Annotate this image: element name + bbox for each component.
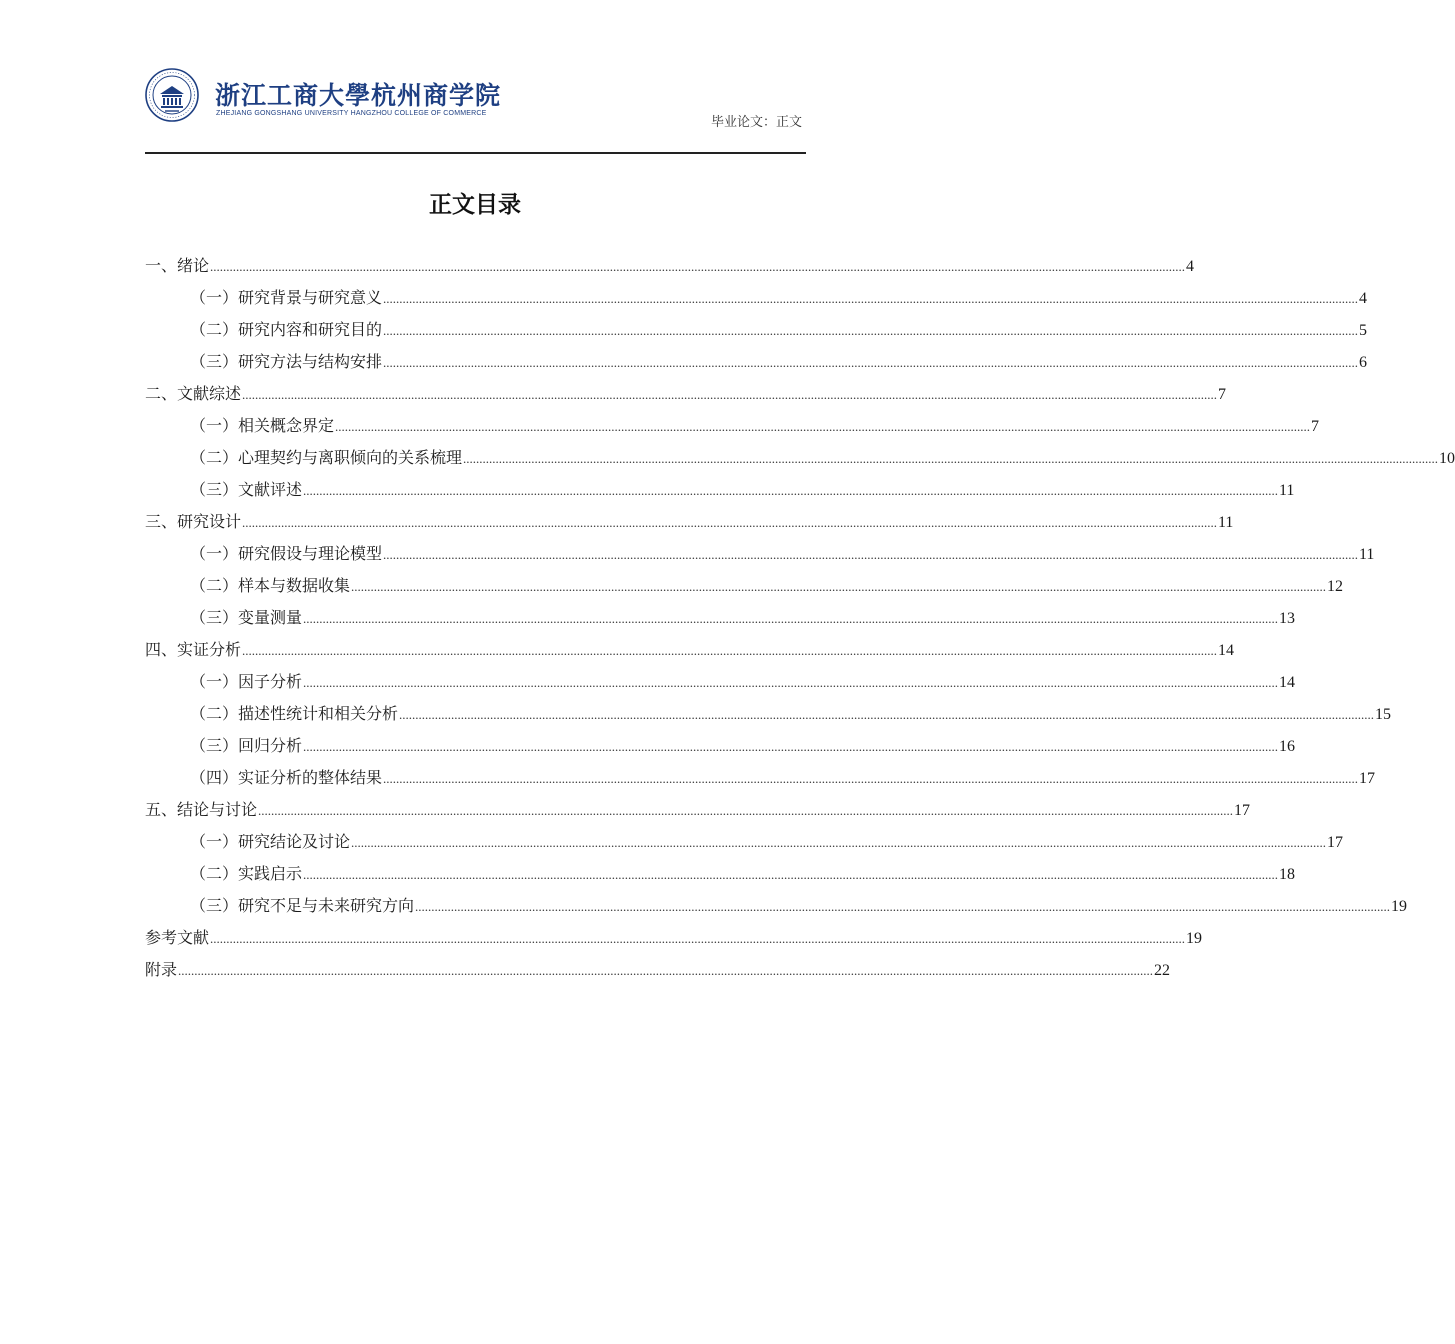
toc-entry-2-3[interactable] bbox=[145, 474, 1295, 506]
toc-entry-page: 19 bbox=[1186, 930, 1203, 947]
toc-entry-label: 参考文献 bbox=[145, 928, 210, 947]
toc-entry-page: 7 bbox=[1311, 418, 1320, 435]
toc-entry-label: （一）相关概念界定 bbox=[190, 416, 335, 435]
dot-leader: ............................................................................................................................................................................................................................................................................................................ bbox=[383, 355, 1359, 370]
dot-leader: ............................................................................................................................................................................................................................................................................................................ bbox=[303, 483, 1279, 498]
toc-entry-label: （二）研究内容和研究目的 bbox=[190, 320, 383, 339]
toc-entry-page: 6 bbox=[1359, 354, 1368, 371]
toc-entry-4-2[interactable] bbox=[145, 698, 1392, 730]
toc-title: 正文目录 bbox=[429, 192, 521, 218]
dot-leader: ............................................................................................................................................................................................................................................................................................................ bbox=[383, 547, 1359, 562]
dot-leader: ............................................................................................................................................................................................................................................................................................................ bbox=[258, 803, 1234, 818]
toc-entry-label: （二）心理契约与离职倾向的关系梳理 bbox=[190, 448, 463, 467]
toc-entry-label: （一）研究假设与理论模型 bbox=[190, 544, 383, 563]
toc-entry-4-1[interactable] bbox=[145, 666, 1296, 698]
dot-leader: ............................................................................................................................................................................................................................................................................................................ bbox=[242, 387, 1218, 402]
dot-leader: ............................................................................................................................................................................................................................................................................................................ bbox=[463, 451, 1439, 466]
toc-entry-page: 11 bbox=[1218, 514, 1234, 531]
toc-entry-label: 三、研究设计 bbox=[145, 512, 242, 531]
toc-entry-label: （二）样本与数据收集 bbox=[190, 576, 351, 595]
toc-entry-2[interactable] bbox=[145, 378, 1227, 410]
school-name-cn: 浙江工商大學杭州商学院 bbox=[215, 81, 502, 110]
toc-entry-1[interactable] bbox=[145, 250, 1195, 282]
toc-entry-page: 15 bbox=[1375, 706, 1392, 723]
toc-entry-page: 11 bbox=[1279, 482, 1295, 499]
toc-entry-label: 一、绪论 bbox=[145, 256, 210, 275]
toc-entry-5[interactable] bbox=[145, 794, 1251, 826]
toc-entry-5-3[interactable] bbox=[145, 890, 1408, 922]
dot-leader: ............................................................................................................................................................................................................................................................................................................ bbox=[383, 771, 1359, 786]
toc-entry-page: 14 bbox=[1218, 642, 1235, 659]
dot-leader: ............................................................................................................................................................................................................................................................................................................ bbox=[335, 419, 1311, 434]
dot-leader: ............................................................................................................................................................................................................................................................................................................ bbox=[351, 835, 1327, 850]
school-name-en: ZHEJIANG GONGSHANG UNIVERSITY HANGZHOU COLLEGE OF COMMERCE bbox=[216, 110, 487, 117]
dot-leader: ............................................................................................................................................................................................................................................................................................................ bbox=[210, 931, 1186, 946]
toc-entry-page: 4 bbox=[1359, 290, 1368, 307]
toc-entry-1-1[interactable] bbox=[145, 282, 1368, 314]
toc-entry-1-2[interactable] bbox=[145, 314, 1368, 346]
toc-entry-page: 22 bbox=[1154, 962, 1171, 979]
toc-entry-label: （一）研究背景与研究意义 bbox=[190, 288, 383, 307]
dot-leader: ............................................................................................................................................................................................................................................................................................................ bbox=[415, 899, 1391, 914]
toc-entry-page: 7 bbox=[1218, 386, 1227, 403]
toc-entry-2-2[interactable] bbox=[145, 442, 1455, 474]
toc-entry-1-3[interactable] bbox=[145, 346, 1368, 378]
toc-entry-references[interactable] bbox=[145, 922, 1203, 954]
toc-entry-label: 五、结论与讨论 bbox=[145, 800, 258, 819]
dot-leader: ............................................................................................................................................................................................................................................................................................................ bbox=[210, 259, 1186, 274]
toc-entry-label: 二、文献综述 bbox=[145, 384, 242, 403]
dot-leader: ............................................................................................................................................................................................................................................................................................................ bbox=[351, 579, 1327, 594]
dot-leader: ............................................................................................................................................................................................................................................................................................................ bbox=[303, 867, 1279, 882]
toc-entry-page: 12 bbox=[1327, 578, 1344, 595]
toc-entry-4[interactable] bbox=[145, 634, 1235, 666]
dot-leader: ............................................................................................................................................................................................................................................................................................................ bbox=[242, 643, 1218, 658]
toc-entry-page: 14 bbox=[1279, 674, 1296, 691]
toc-entry-label: （一）研究结论及讨论 bbox=[190, 832, 351, 851]
dot-leader: ............................................................................................................................................................................................................................................................................................................ bbox=[178, 963, 1154, 978]
toc-entry-4-3[interactable] bbox=[145, 730, 1296, 762]
dot-leader: ............................................................................................................................................................................................................................................................................................................ bbox=[303, 611, 1279, 626]
toc-entry-label: 四、实证分析 bbox=[145, 640, 242, 659]
toc-entry-label: （三）研究方法与结构安排 bbox=[190, 352, 383, 371]
running-title: 毕业论文：正文 bbox=[710, 115, 802, 130]
dot-leader: ............................................................................................................................................................................................................................................................................................................ bbox=[383, 291, 1359, 306]
toc-entry-label: （三）变量测量 bbox=[190, 608, 303, 627]
toc-entry-3-1[interactable] bbox=[145, 538, 1375, 570]
university-seal-logo bbox=[145, 68, 199, 122]
toc-entry-3-3[interactable] bbox=[145, 602, 1296, 634]
toc-entry-label: 附录 bbox=[145, 960, 178, 979]
toc-entry-page: 17 bbox=[1234, 802, 1251, 819]
table-of-contents bbox=[145, 250, 1455, 986]
toc-entry-page: 4 bbox=[1186, 258, 1195, 275]
toc-entry-page: 10 bbox=[1439, 450, 1455, 467]
toc-entry-page: 11 bbox=[1359, 546, 1375, 563]
toc-entry-page: 17 bbox=[1359, 770, 1376, 787]
toc-entry-5-1[interactable] bbox=[145, 826, 1344, 858]
toc-entry-label: （三）回归分析 bbox=[190, 736, 303, 755]
toc-entry-4-4[interactable] bbox=[145, 762, 1376, 794]
toc-entry-3-2[interactable] bbox=[145, 570, 1344, 602]
toc-entry-label: （三）研究不足与未来研究方向 bbox=[190, 896, 415, 915]
dot-leader: ............................................................................................................................................................................................................................................................................................................ bbox=[303, 675, 1279, 690]
toc-entry-appendix[interactable] bbox=[145, 954, 1171, 986]
toc-entry-label: （三）文献评述 bbox=[190, 480, 303, 499]
toc-entry-page: 17 bbox=[1327, 834, 1344, 851]
toc-entry-page: 18 bbox=[1279, 866, 1296, 883]
toc-entry-2-1[interactable] bbox=[145, 410, 1320, 442]
toc-entry-page: 19 bbox=[1391, 898, 1408, 915]
dot-leader: ............................................................................................................................................................................................................................................................................................................ bbox=[242, 515, 1218, 530]
toc-entry-page: 5 bbox=[1359, 322, 1368, 339]
toc-entry-page: 16 bbox=[1279, 738, 1296, 755]
toc-entry-label: （一）因子分析 bbox=[190, 672, 303, 691]
dot-leader: ............................................................................................................................................................................................................................................................................................................ bbox=[399, 707, 1375, 722]
toc-entry-label: （四）实证分析的整体结果 bbox=[190, 768, 383, 787]
page-header bbox=[145, 66, 806, 154]
toc-entry-5-2[interactable] bbox=[145, 858, 1296, 890]
dot-leader: ............................................................................................................................................................................................................................................................................................................ bbox=[303, 739, 1279, 754]
toc-entry-label: （二）描述性统计和相关分析 bbox=[190, 704, 399, 723]
toc-entry-page: 13 bbox=[1279, 610, 1296, 627]
dot-leader: ............................................................................................................................................................................................................................................................................................................ bbox=[383, 323, 1359, 338]
toc-entry-label: （二）实践启示 bbox=[190, 864, 303, 883]
toc-entry-3[interactable] bbox=[145, 506, 1234, 538]
